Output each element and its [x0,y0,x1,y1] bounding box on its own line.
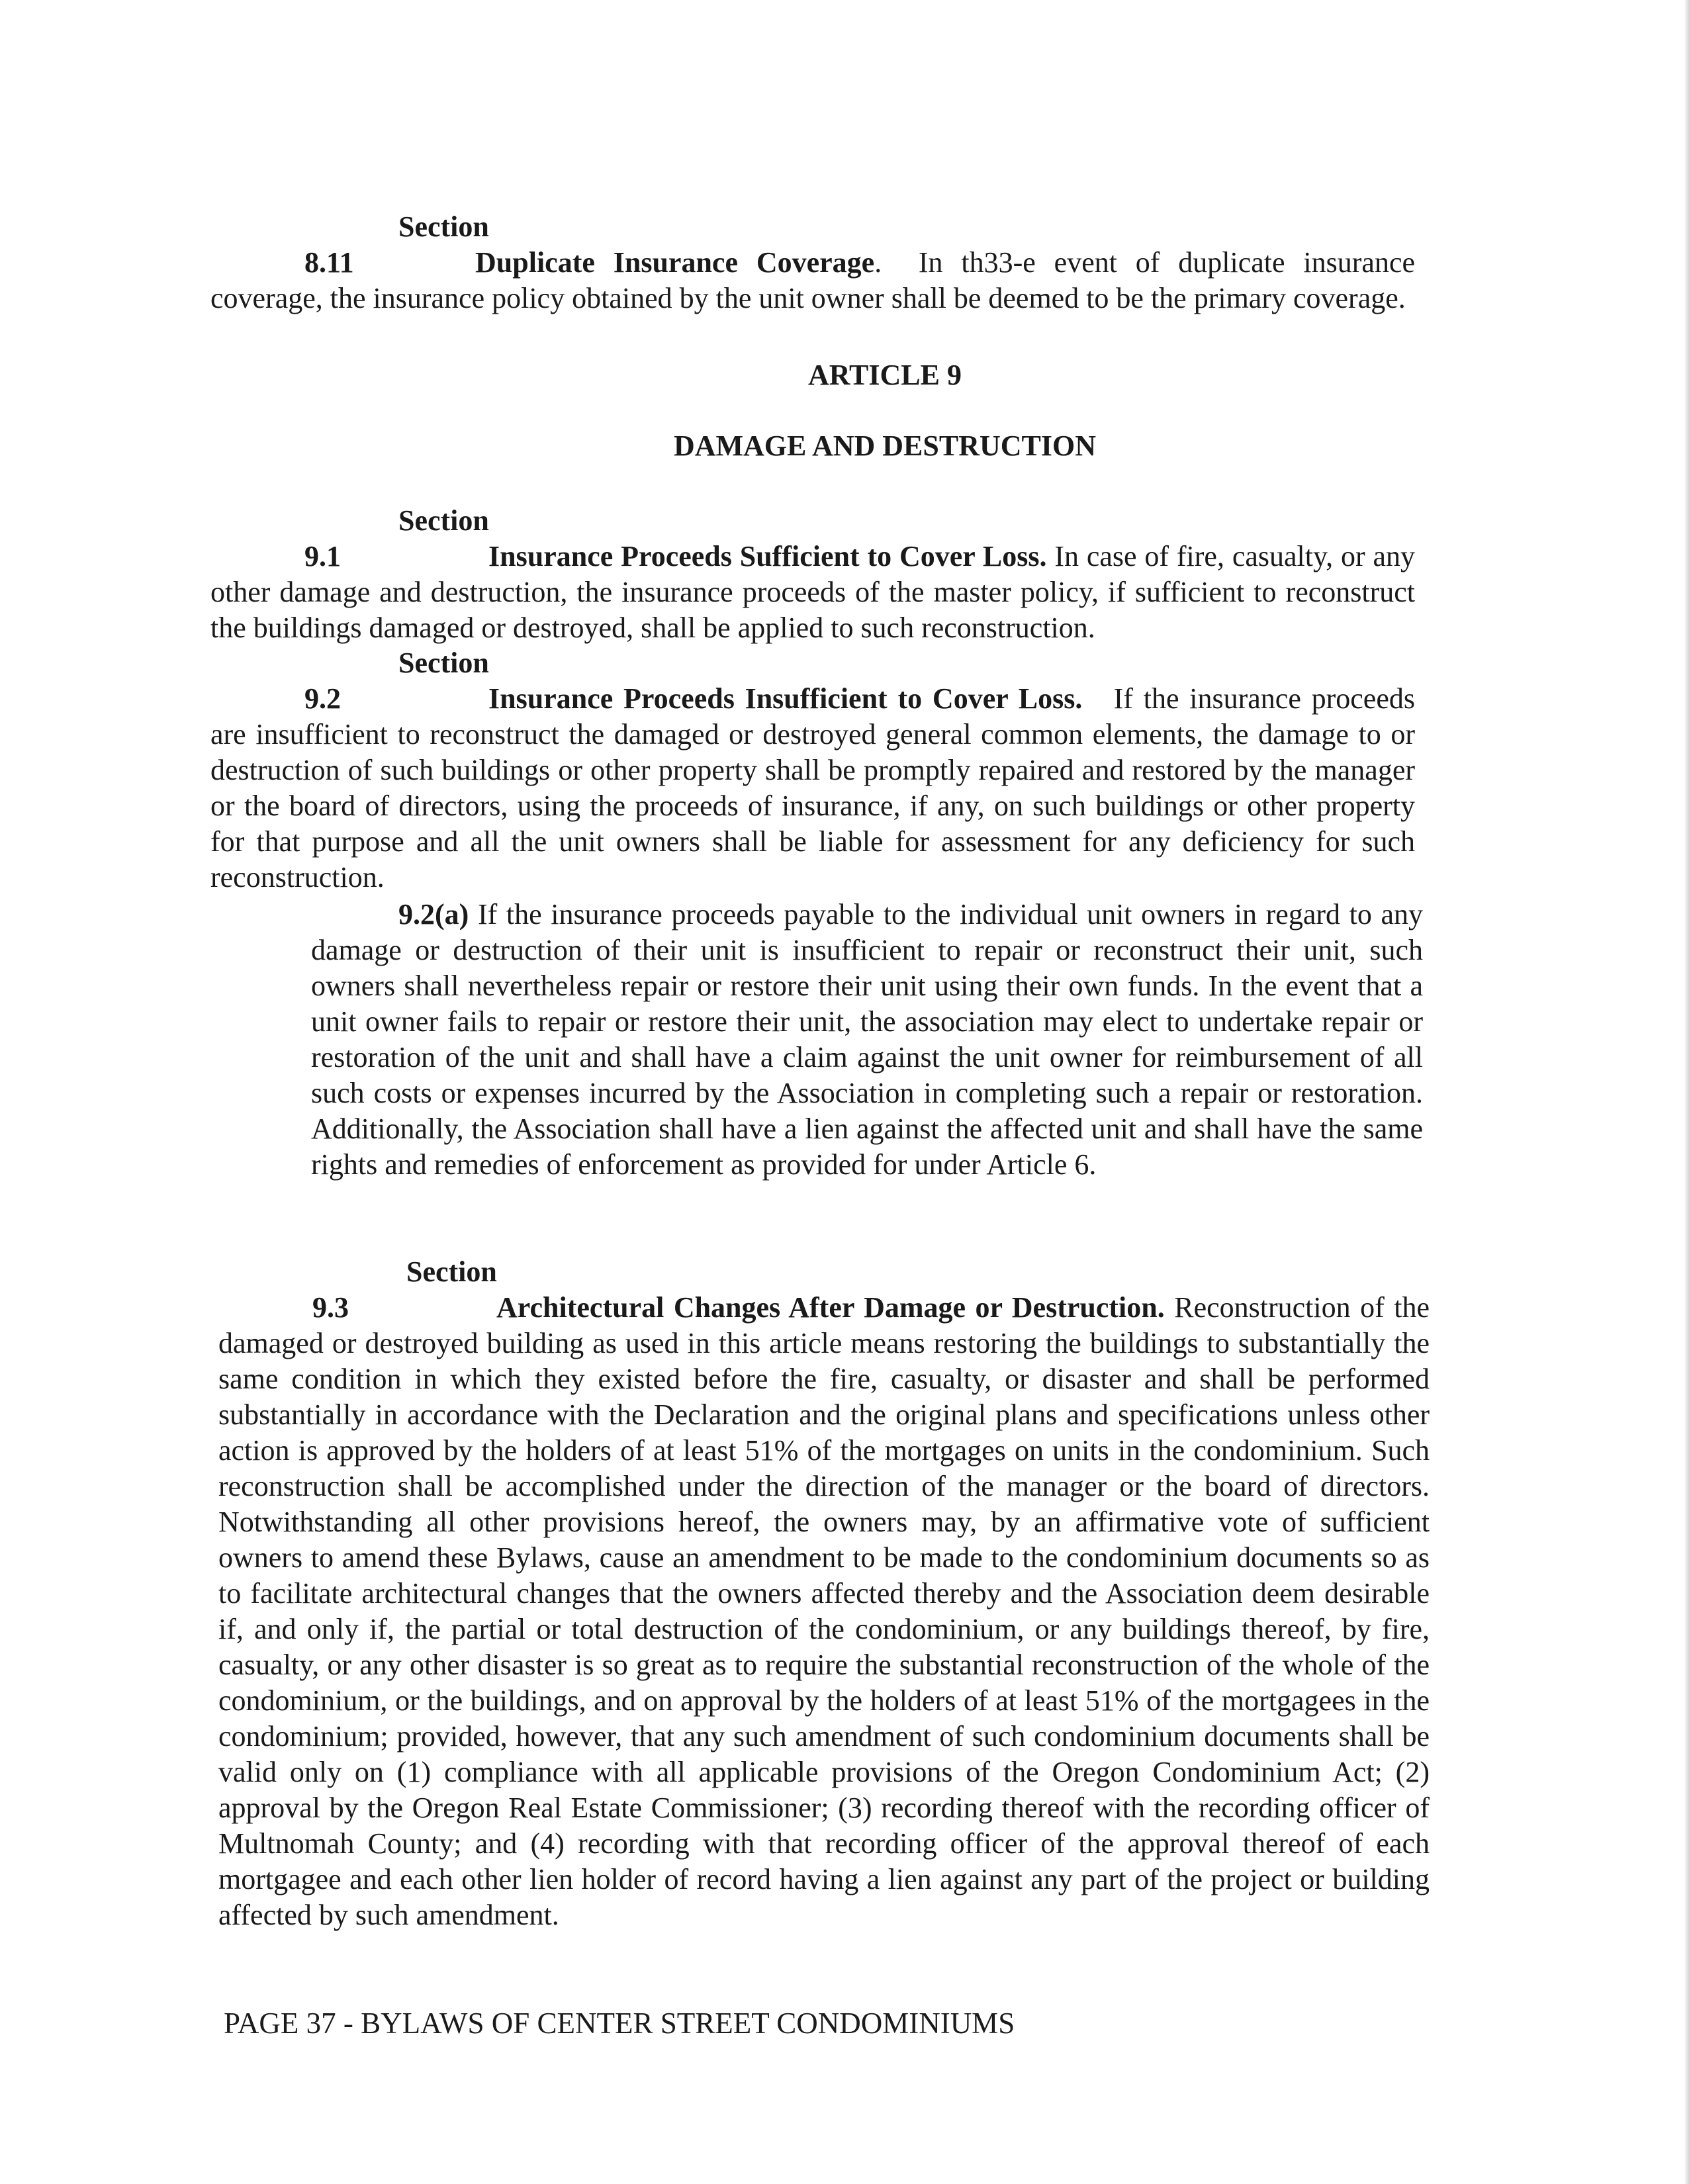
section-9-3 [218,1254,1430,1933]
article-number: ARTICLE 9 [808,359,962,391]
subsection-number: 9.2(a) [398,898,469,931]
section-9-2-a [311,897,1423,1183]
section-title: Insurance Proceeds Sufficient to Cover Loss. [488,540,1047,572]
subsection-body: If the insurance proceeds payable to the individual unit owners in regard to any damage or destruction of their unit is insufficient to repair or reconstruct their unit, such owners shall nevertheless repair or restore their unit using their own funds. In the event that a unit owner fails to repair or restore their unit, the association may elect to undertake repair or restoration of the unit and shall have a claim against the unit owner for reimbursement of all such costs or expenses incurred by the Association in completing such a repair or restoration. Additionally, the Association shall have a lien against the affected unit and shall have the same rights and remedies of enforcement as provided for under Article 6. [311,898,1424,1181]
section-body: In th33-e event of duplicate insurance coverage, the insurance policy obtained by the unit owner shall be deemed to be the primary coverage. [210,246,1416,314]
article-title: DAMAGE AND DESTRUCTION [673,430,1097,462]
section-title: Architectural Changes After Damage or Destruction. [496,1291,1165,1324]
section-body: If the insurance proceeds are insufficient to reconstruct the damaged or destroyed general common elements, the damage to or destruction of such buildings or other property shall be promptly repaired and restored by the manager or the board of directors, using the proceeds of insurance, if any, on such buildings or other property for that purpose and all the unit owners shall be liable for assessment for any deficiency for such reconstruction. [210,682,1415,893]
page-footer: PAGE 37 - BYLAWS OF CENTER STREET CONDOMINIUMS [224,2007,1015,2040]
section-9-2 [210,645,1415,895]
section-number: Section 9.1 [304,504,489,572]
section-title: Duplicate Insurance Coverage [475,246,875,279]
section-body: In case of fire, casualty, or any other damage and destruction, the insurance proceeds of the master policy, if sufficient to reconstruct the buildings damaged or destroyed, shall be applied to such reconstruction. [210,540,1416,644]
section-title-punct: . [874,246,882,279]
section-body: Reconstruction of the damaged or destroyed building as used in this article means restoring the buildings to substantially the same condition in which they existed before the fire, casualty, or disaster and shall be performed substantially in accordance with the Declaration and the original plans and specifications unless other action is approved by the holders of at least 51% of the mortgages on units in the condominium. Such reconstruction shall be accomplished under the direction of the manager or the board of directors. Notwithstanding all other provisions hereof, the owners may, by an affirmative vote of sufficient owners to amend these Bylaws, cause an amendment to be made to the condominium documents so as to facilitate architectural changes that the owners affected thereby and the Association deem desirable if, and only if, the partial or total destruction of the condominium, or any buildings thereof, by fire, casualty, or any other disaster is so great as to require the substantial reconstruction of the whole of the condominium, or the buildings, and on approval by the holders of at least 51% of the mortgagees in the condominium; provided, however, that any such amendment of such condominium documents shall be valid only on (1) compliance with all applicable provisions of the Oregon Condominium Act; (2) approval by the Oregon Real Estate Commissioner; (3) recording thereof with the recording officer of Multnomah County; and (4) recording with that recording officer of the approval thereof of each mortgagee and each other lien holder of record having a lien against any part of the project or building affected by such amendment. [218,1291,1430,1931]
section-number: Section 8.11 [304,210,489,279]
section-number: Section 9.2 [304,647,489,715]
section-title: Insurance Proceeds Insufficient to Cover Loss. [488,682,1083,715]
section-8-11 [210,209,1415,316]
scan-edge [1685,0,1689,2184]
section-9-1 [210,503,1415,646]
section-number: Section 9.3 [312,1255,497,1324]
